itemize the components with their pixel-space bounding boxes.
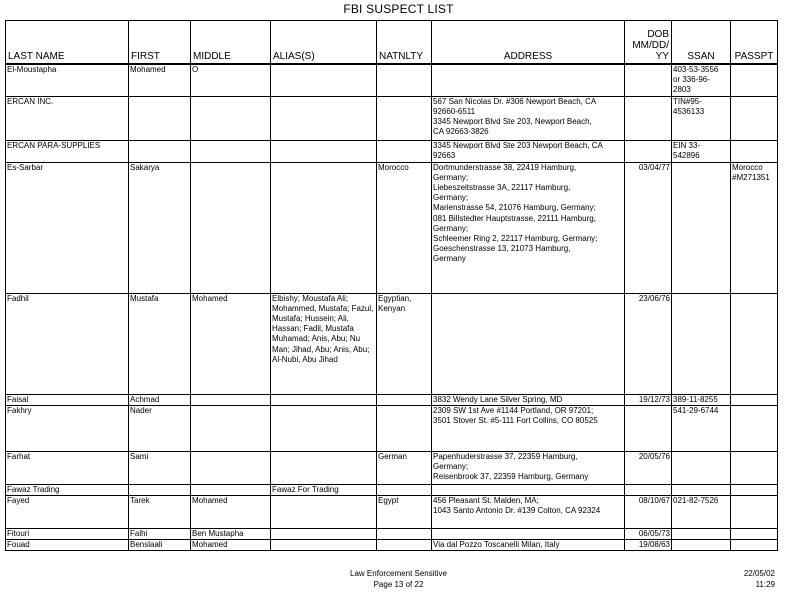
cell-middle-name — [191, 484, 271, 495]
cell-ssan — [672, 496, 731, 529]
table-row — [6, 140, 778, 162]
cell-first-name: Mohamed — [129, 64, 191, 96]
cell-ssan-line: 021-82-7526 — [673, 496, 719, 506]
cell-address-line: 2309 SW 1st Ave #1144 Portland, OR 97201; — [433, 405, 594, 415]
col-header-natnlty: NATNLTY — [377, 21, 432, 65]
cell-passport — [731, 96, 778, 140]
cell-alias — [271, 529, 377, 540]
cell-last-name: El-Moustapha — [6, 64, 129, 96]
cell-ssan — [672, 293, 731, 394]
cell-dob — [625, 140, 672, 162]
table-row — [6, 451, 778, 484]
cell-last-name: Fitouri — [6, 529, 129, 540]
cell-address-line: Goeschenstrasse 13, 21073 Hamburg, — [433, 244, 571, 254]
cell-dob — [625, 96, 672, 140]
cell-ssan — [672, 96, 731, 140]
cell-address-line: Papenhuderstrasse 37, 22359 Hamburg, — [433, 451, 578, 461]
cell-first-name: Sami — [129, 451, 191, 484]
cell-last-name: Fakhry — [6, 405, 129, 451]
suspect-table — [5, 20, 778, 551]
cell-ssan — [672, 140, 731, 162]
cell-dob: 23/06/76 — [625, 293, 672, 394]
cell-passport — [731, 405, 778, 451]
cell-address — [432, 540, 625, 551]
cell-nationality — [377, 140, 432, 162]
cell-address-line: Reisenbrook 37, 22359 Hamburg, Germany — [433, 472, 589, 482]
cell-ssan-line: or 336-96- — [673, 75, 710, 85]
cell-passport — [731, 162, 778, 293]
cell-passport — [731, 484, 778, 495]
cell-middle-name — [191, 96, 271, 140]
cell-ssan-line: EIN 33- — [673, 140, 701, 150]
cell-last-name: ERCAN PARA-SUPPLIES — [6, 140, 129, 162]
cell-ssan — [672, 529, 731, 540]
cell-address-line: Germany — [433, 254, 466, 264]
table-row — [6, 394, 778, 405]
cell-passport — [731, 451, 778, 484]
cell-middle-name: O — [191, 64, 271, 96]
cell-ssan-line: 2803 — [673, 85, 691, 95]
cell-last-name: Fouad — [6, 540, 129, 551]
cell-first-name: Nader — [129, 405, 191, 451]
cell-address — [432, 394, 625, 405]
cell-first-name — [129, 484, 191, 495]
cell-alias — [271, 451, 377, 484]
cell-nationality — [377, 529, 432, 540]
table-row — [6, 64, 778, 96]
cell-address — [432, 529, 625, 540]
cell-address-line: CA 92663-3826 — [433, 127, 489, 137]
cell-passport — [731, 64, 778, 96]
cell-middle-name — [191, 140, 271, 162]
cell-alias — [271, 64, 377, 96]
col-header-middle: MIDDLE — [191, 21, 271, 65]
cell-middle-name: Ben Mustapha — [191, 529, 271, 540]
cell-ssan-line: 389-11-8255 — [673, 394, 718, 404]
cell-address-line: 567 San Nicolas Dr. #306 Newport Beach, CA — [433, 96, 597, 106]
cell-address-line: 92663 — [433, 150, 456, 160]
cell-address-line: Marienstrasse 54, 21076 Hamburg, Germany; — [433, 203, 596, 213]
cell-last-name: ERCAN INC. — [6, 96, 129, 140]
cell-dob — [625, 484, 672, 495]
table-row — [6, 529, 778, 540]
col-header-ssan: SSAN — [672, 21, 731, 65]
cell-passport — [731, 140, 778, 162]
cell-last-name: Fadhil — [6, 293, 129, 394]
cell-first-name: Mustafa — [129, 293, 191, 394]
cell-address-line: Schleemer Ring 2, 22117 Hamburg, Germany; — [433, 234, 598, 244]
col-header-last-name: LAST NAME — [6, 21, 129, 65]
cell-ssan — [672, 162, 731, 293]
page-title: FBI SUSPECT LIST — [343, 2, 454, 16]
cell-address-line: 3345 Newport Blvd Ste 203, Newport Beach, — [433, 117, 592, 127]
cell-address — [432, 496, 625, 529]
cell-address-line: Germany; — [433, 462, 469, 472]
cell-address — [432, 484, 625, 495]
col-header-first: FIRST — [129, 21, 191, 65]
cell-passport-line: Morocco — [732, 162, 763, 172]
cell-nationality — [377, 484, 432, 495]
cell-dob — [625, 64, 672, 96]
cell-ssan-line: 541-29-6744 — [673, 405, 719, 415]
cell-ssan — [672, 540, 731, 551]
cell-last-name: Es-Sarbar — [6, 162, 129, 293]
table-row — [6, 484, 778, 495]
cell-dob: 08/10/67 — [625, 496, 672, 529]
cell-ssan — [672, 64, 731, 96]
cell-alias — [271, 394, 377, 405]
cell-nationality: German — [377, 451, 432, 484]
cell-middle-name — [191, 405, 271, 451]
dob-header-line: MM/DD/ — [632, 40, 669, 51]
cell-nationality: Morocco — [377, 162, 432, 293]
col-header-dob — [625, 21, 672, 65]
col-header-alias: ALIAS(S) — [271, 21, 377, 65]
cell-address — [432, 451, 625, 484]
cell-nationality — [377, 64, 432, 96]
cell-middle-name: Mohamed — [191, 293, 271, 394]
cell-passport — [731, 540, 778, 551]
cell-alias — [271, 140, 377, 162]
cell-address-line: 92660-6511 — [433, 106, 476, 116]
cell-ssan — [672, 405, 731, 451]
dob-header-line: YY — [655, 51, 669, 62]
table-row — [6, 405, 778, 451]
cell-passport-line: #M271351 — [732, 172, 770, 182]
cell-dob: 19/08/63 — [625, 540, 672, 551]
cell-address-line: Germany; — [433, 193, 469, 203]
cell-address — [432, 96, 625, 140]
cell-nationality — [377, 540, 432, 551]
cell-last-name: Fawaz Trading — [6, 484, 129, 495]
cell-nationality — [377, 405, 432, 451]
cell-passport — [731, 394, 778, 405]
cell-dob: 20/05/76 — [625, 451, 672, 484]
table-row — [6, 293, 778, 394]
header-row — [6, 21, 778, 65]
cell-first-name: Tarek — [129, 496, 191, 529]
cell-address — [432, 293, 625, 394]
cell-address-line: Liebeszeitstrasse 3A, 22117 Hamburg, — [433, 183, 571, 193]
cell-address-line: 3501 Stover St. #5-111 Fort Collins, CO 80525 — [433, 416, 598, 426]
cell-ssan — [672, 451, 731, 484]
cell-middle-name — [191, 451, 271, 484]
cell-address-line: 1043 Santo Antonio Dr. #139 Colton, CA 92324 — [433, 506, 601, 516]
cell-passport — [731, 529, 778, 540]
cell-last-name: Fayed — [6, 496, 129, 529]
cell-address — [432, 140, 625, 162]
cell-address-line: 081 Billstedter Hauptstrasse, 22111 Hamburg, — [433, 213, 596, 223]
cell-alias — [271, 162, 377, 293]
cell-first-name: Sakarya — [129, 162, 191, 293]
cell-alias — [271, 540, 377, 551]
table-row — [6, 496, 778, 529]
footer-sensitivity: Law Enforcement Sensitive — [350, 569, 447, 578]
cell-first-name: Benslaali — [129, 540, 191, 551]
cell-alias — [271, 405, 377, 451]
cell-first-name — [129, 96, 191, 140]
table-row — [6, 540, 778, 551]
cell-passport — [731, 293, 778, 394]
cell-middle-name: Mohamed — [191, 496, 271, 529]
cell-last-name: Farhat — [6, 451, 129, 484]
cell-ssan-line: 403-53-3556 — [673, 65, 719, 74]
cell-address-line: Dortmunderstrasse 38, 22419 Hamburg, — [433, 162, 577, 172]
cell-dob: 19/12/73 — [625, 394, 672, 405]
cell-dob: 06/05/73 — [625, 529, 672, 540]
cell-nationality — [377, 394, 432, 405]
cell-middle-name — [191, 394, 271, 405]
cell-ssan-line: TIN#95- — [673, 96, 702, 106]
col-header-address: ADDRESS — [432, 21, 625, 65]
cell-alias — [271, 96, 377, 140]
cell-ssan — [672, 394, 731, 405]
cell-address — [432, 405, 625, 451]
cell-first-name: Achmad — [129, 394, 191, 405]
cell-last-name: Faisal — [6, 394, 129, 405]
cell-address-line: 3345 Newport Blvd Ste 203 Newport Beach, CA — [433, 140, 603, 150]
cell-first-name: Falhi — [129, 529, 191, 540]
cell-middle-name — [191, 162, 271, 293]
cell-address-line: Via dal Pozzo Toscanelli Milan, Italy — [433, 540, 560, 550]
cell-dob: 03/04/77 — [625, 162, 672, 293]
cell-ssan-line: 4536133 — [673, 106, 705, 116]
cell-passport — [731, 496, 778, 529]
cell-middle-name: Mohamed — [191, 540, 271, 551]
cell-alias: Fawaz For Trading — [271, 484, 377, 495]
footer-page-number: Page 13 of 22 — [373, 580, 424, 589]
cell-address-line: 3832 Wendy Lane Silver Spring, MD — [433, 394, 563, 404]
cell-first-name — [129, 140, 191, 162]
cell-address-line: 456 Pleasant St. Malden, MA; — [433, 496, 539, 506]
cell-nationality: Egypt — [377, 496, 432, 529]
cell-address-line: Germany; — [433, 223, 469, 233]
table-row — [6, 96, 778, 140]
cell-ssan-line: 542896 — [673, 150, 700, 160]
col-header-passpt: PASSPT — [731, 21, 778, 65]
cell-address — [432, 162, 625, 293]
cell-alias: Elbishy; Moustafa Ali; Mohammed, Mustafa; Fazul, Mustafa; Hussein; Ali, Hassan; Fadil, Mustafa Muhamad; Anis, Abu; Nu Man; Jihad, Abu; Anis, Abu; Al-Nubi, Abu Jihad — [271, 293, 377, 394]
cell-address-line: Germany; — [433, 172, 469, 182]
cell-nationality: Egyptian, Kenyan — [377, 293, 432, 394]
dob-header-line: DOB — [647, 29, 669, 40]
footer-date: 22/05/02 — [743, 569, 775, 578]
cell-nationality — [377, 96, 432, 140]
cell-dob — [625, 405, 672, 451]
footer-time: 11:29 — [755, 580, 775, 589]
cell-address — [432, 64, 625, 96]
cell-alias — [271, 496, 377, 529]
table-row — [6, 162, 778, 293]
cell-ssan — [672, 484, 731, 495]
